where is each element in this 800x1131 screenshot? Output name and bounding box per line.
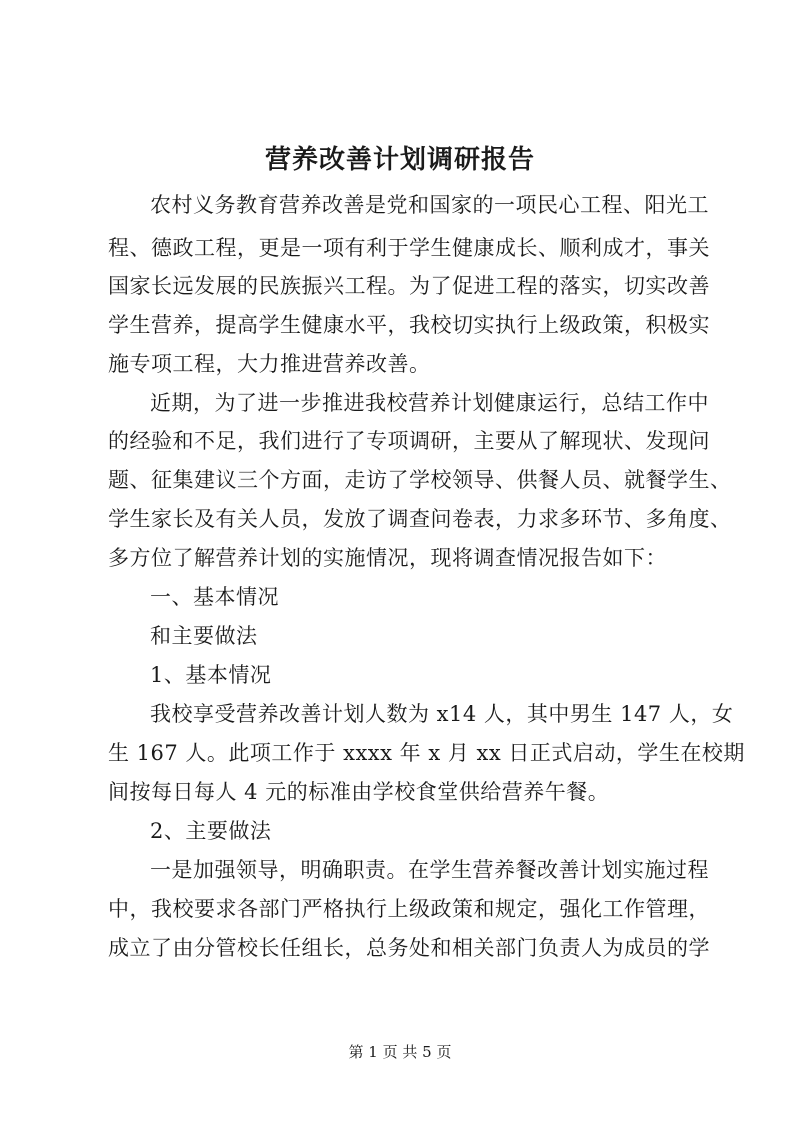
paragraph-line: 我校享受营养改善计划人数为 x14 人，其中男生 147 人，女 [150,702,734,726]
subsection-heading: 1、基本情况 [150,663,272,687]
paragraph-line: 国家长远发展的民族振兴工程。为了促进工程的落实，切实改善 [108,274,710,298]
paragraph-line: 间按每日每人 4 元的标准由学校食堂供给营养午餐。 [108,780,610,804]
paragraph-line: 近期，为了进一步推进我校营养计划健康运行，总结工作中 [150,391,709,415]
paragraph-line: 的经验和不足，我们进行了专项调研，主要从了解现状、发现问 [108,429,710,453]
paragraph-line: 学生家长及有关人员，发放了调查问卷表，力求多环节、多角度、 [108,507,732,531]
section-heading: 一、基本情况 [150,585,279,609]
document-title: 营养改善计划调研报告 [264,145,535,175]
paragraph-line: 学生营养，提高学生健康水平，我校切实执行上级政策，积极实 [108,313,710,337]
paragraph-line: 一是加强领导，明确职责。在学生营养餐改善计划实施过程 [150,858,709,882]
paragraph-line: 成立了由分管校长任组长，总务处和相关部门负责人为成员的学 [108,936,710,960]
paragraph-line: 生 167 人。此项工作于 xxxx 年 x 月 xx 日正式启动，学生在校期 [108,741,745,765]
paragraph-line: 施专项工程，大力推进营养改善。 [108,352,431,376]
paragraph-line: 题、征集建议三个方面，走访了学校领导、供餐人员、就餐学生、 [108,468,732,492]
paragraph-line: 农村义务教育营养改善是党和国家的一项民心工程、阳光工 [150,193,709,217]
page-footer: 第 1 页 共 5 页 [348,1043,452,1061]
subsection-heading: 2、主要做法 [150,819,272,843]
paragraph-line: 多方位了解营养计划的实施情况，现将调查情况报告如下： [108,546,667,570]
paragraph-line: 中，我校要求各部门严格执行上级政策和规定，强化工作管理， [108,897,710,921]
paragraph-line: 程、德政工程，更是一项有利于学生健康成长、顺利成才，事关 [108,236,710,260]
section-heading: 和主要做法 [150,624,258,648]
